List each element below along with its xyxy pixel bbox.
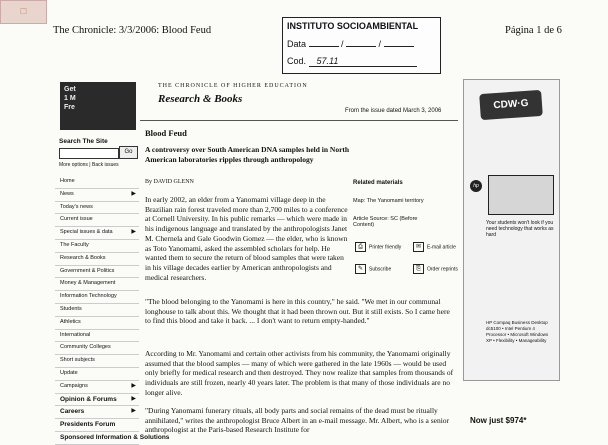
nav-item-athletics[interactable] <box>55 317 139 330</box>
related-materials <box>353 180 457 228</box>
search-options-links[interactable]: More options | Back issues <box>59 162 119 168</box>
ad-tagline: Your students won't look if you need technology that works as hard <box>486 220 554 238</box>
chevron-right-icon: ▶ <box>131 408 136 415</box>
article-deck: A controversy over South American DNA samples held in North American laboratories ripples through anthropology <box>145 145 350 164</box>
nav-item-international[interactable] <box>55 330 139 343</box>
nav-item-label: International <box>60 331 91 338</box>
nav-item-sponsored-information-solutions[interactable] <box>55 432 170 445</box>
nav-item-community-colleges[interactable] <box>55 342 139 355</box>
publication-masthead: THE CHRONICLE OF HIGHER EDUCATION <box>158 83 308 89</box>
nav-item-money-management[interactable] <box>55 278 139 291</box>
nav-item-update[interactable] <box>55 368 139 381</box>
stamp-org: INSTITUTO SOCIOAMBIENTAL <box>287 21 419 31</box>
stamp-data-label: Data <box>287 39 307 49</box>
ad-price: Now just $974* <box>470 416 527 425</box>
nav-item-label: News <box>60 190 74 197</box>
article-byline: By DAVID GLENN <box>145 179 194 185</box>
subscribe-label: Subscribe <box>369 266 392 273</box>
stamp-data-row: Data / / <box>287 39 414 49</box>
email-icon: ✉ <box>413 242 424 252</box>
email-article-label: E-mail article <box>427 244 456 251</box>
nav-item-today-s-news[interactable] <box>55 202 139 215</box>
nav-item-short-subjects[interactable] <box>55 355 139 368</box>
email-article-link[interactable] <box>413 242 458 252</box>
nav-item-label: Athletics <box>60 318 81 325</box>
nav-item-government-politics[interactable] <box>55 266 139 279</box>
article-title: Blood Feud <box>145 128 187 138</box>
related-heading: Related materials <box>353 180 403 186</box>
nav-item-campaigns[interactable] <box>55 381 139 394</box>
search-label: Search The Site <box>59 138 108 145</box>
chevron-right-icon: ▶ <box>131 395 136 402</box>
ad-bullets: HP Compaq Business Desktop dc5100 • Intel Pentium 4 Processor • Microsoft Windows XP • Flexibility • Manageability <box>486 320 549 343</box>
hp-logo: hp <box>470 180 482 192</box>
institute-stamp <box>282 17 441 74</box>
search-input[interactable] <box>59 148 119 159</box>
nav-item-label: Information Technology <box>60 293 117 300</box>
article-paragraph-2: "The blood belonging to the Yanomami is here in this country," he said. "We met in our communal longhouse to talk about this. We thought that it had been thrown out. But it still exists. So I came here to find this blood and take it back. ... I don't want to return empty-handed." <box>145 297 450 326</box>
nav-item-label: The Faculty <box>60 241 89 248</box>
go-button[interactable]: Go <box>119 146 138 159</box>
divider <box>140 120 458 121</box>
issue-date: From the issue dated March 3, 2006 <box>345 108 442 114</box>
nav-item-presidents-forum[interactable] <box>55 419 139 432</box>
nav-item-label: Update <box>60 369 78 376</box>
article-paragraph-4: "During Yanomami funerary rituals, all body parts and social remains of the dead must be ritually annihilated," writes the anthropologist Bruce Albert in an e-mail message. Mr. Albert, who is a senior anthropologist at the Paris-based Research Institute for <box>145 406 450 435</box>
nav-item-label: Opinion & Forums <box>60 395 117 403</box>
page-number: Página 1 de 6 <box>505 25 562 36</box>
printer-icon: ⎙ <box>355 242 366 252</box>
nav-item-home[interactable] <box>55 176 139 189</box>
stamp-cod-label: Cod. <box>287 56 307 66</box>
nav-item-label: Today's news <box>60 203 93 210</box>
printer-friendly-link[interactable] <box>355 242 405 252</box>
article-source: Article Source: SC (Before Content) <box>353 216 418 228</box>
subscribe-icon: ✎ <box>355 264 366 274</box>
nav-item-opinion-forums[interactable] <box>55 394 139 407</box>
nav-item-label: Short subjects <box>60 357 95 364</box>
reprint-icon: ⎘ <box>413 264 424 274</box>
subscribe-link[interactable] <box>355 264 405 274</box>
nav-item-label: Special issues & data <box>60 229 113 236</box>
nav-item-label: Presidents Forum <box>60 421 116 429</box>
page-header-title: The Chronicle: 3/3/2006: Blood Feud <box>53 25 212 36</box>
desktop-image <box>488 175 554 215</box>
nav-item-label: Government & Politics <box>60 267 115 274</box>
nav-item-careers[interactable] <box>55 406 139 419</box>
nav-item-special-issues-data[interactable] <box>55 227 139 240</box>
chevron-right-icon: ▶ <box>131 229 136 236</box>
nav-item-label: Current issue <box>60 216 93 223</box>
stamp-cod-value: 57.11 <box>309 56 417 67</box>
section-title: Research & Books <box>158 93 243 105</box>
nav-item-label: Home <box>60 178 75 184</box>
order-reprints-label: Order reprints <box>427 266 458 273</box>
map-link[interactable]: Map: The Yanomami territory <box>353 198 424 204</box>
nav-item-news[interactable] <box>55 189 139 202</box>
nav-item-label: Community Colleges <box>60 344 111 351</box>
nav-item-label: Students <box>60 305 82 312</box>
nav-item-label: Research & Books <box>60 254 106 261</box>
nav-item-label: Careers <box>60 408 85 416</box>
order-reprints-link[interactable] <box>413 264 458 274</box>
nav-item-students[interactable] <box>55 304 139 317</box>
chevron-right-icon: ▶ <box>131 190 136 197</box>
nav-item-label: Sponsored Information & Solutions <box>60 433 170 441</box>
nav-item-information-technology[interactable] <box>55 291 139 304</box>
nav-item-label: Campaigns <box>60 382 88 389</box>
article-paragraph-3: According to Mr. Yanomami and certain other activists from his community, the Yanomami originally assumed that the blood samples — many of which were gathered in the late 1960s — would be used only briefly for medical research and then destroyed. They now realize that samples from thousands of individuals are still frozen, nearly 40 years later. The problem is that many of those individuals are no longer alive. <box>145 349 454 397</box>
nav-item-current-issue[interactable] <box>55 214 139 227</box>
printer-friendly-label: Printer friendly <box>369 244 402 251</box>
nav-item-the-faculty[interactable] <box>55 240 139 253</box>
article-paragraph-1: In early 2002, an elder from a Yanomami village deep in the Brazilian rain forest traveled more than 2,700 miles to a conference at Cornell University. In his public remarks — which were made in his indigenous language and translated by the anthropologists Janet M. Chernela and Gale Goodwin Gomez — the elder, who is known as Toto Yanomami, asked the assembled scholars for help. He wanted them to secure the return of blood samples that were taken in his village decades earlier by American anthropologists and medical researchers. <box>145 195 348 282</box>
page-corner-mark: ☐ <box>0 0 47 24</box>
stamp-cod-row <box>287 56 417 67</box>
cdw-logo: CDW·G <box>479 90 543 120</box>
chevron-right-icon: ▶ <box>131 382 136 389</box>
nav-item-label: Money & Management <box>60 280 116 287</box>
cdw-advertisement[interactable] <box>463 79 560 425</box>
nav-item-research-books[interactable] <box>55 253 139 266</box>
promo-logo[interactable]: Get 1 M Fre <box>60 82 136 130</box>
